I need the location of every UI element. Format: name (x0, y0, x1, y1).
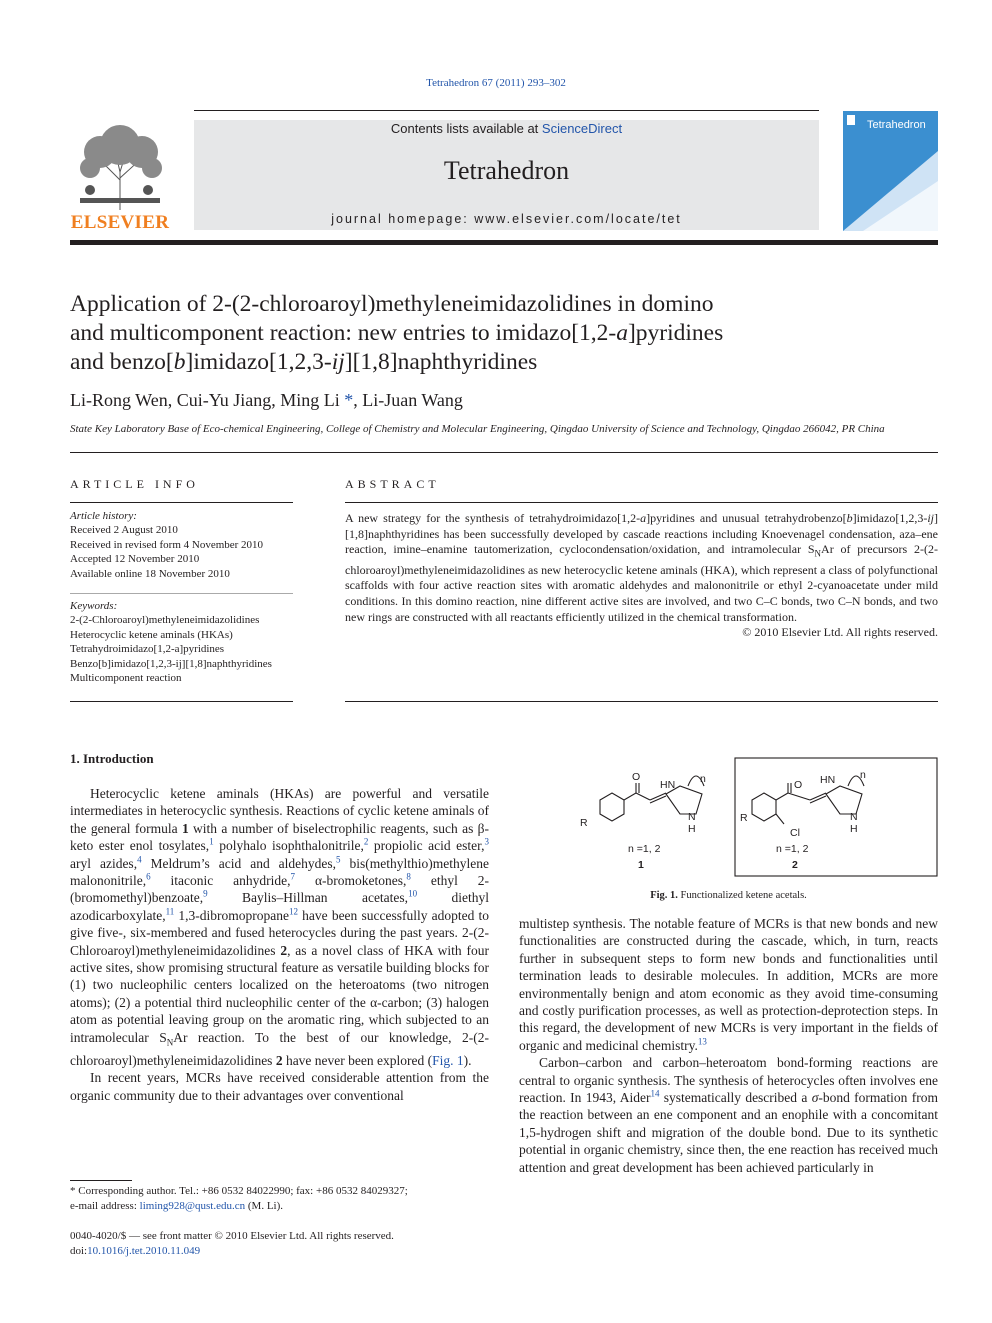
h-label-1: H (688, 823, 696, 835)
article-info-bottom-rule (70, 701, 293, 702)
benzene-ring-1 (600, 793, 624, 821)
right-paragraph-2: Carbon–carbon and carbon–heteroatom bond-forming reactions are central to organic synthesis. The synthesis of heterocycles often involves ene reaction. In 1943, Aider$^{14}$ systematically described a σ-bond formation from the reaction between an ene component and an enophile with a concomitant 1,5-hydrogen shift and migration of the double bond. Due to its synthetic potential in organic chemistry, since then, the ene reaction has received much attention and great development has been achieved particularly in (519, 1055, 938, 1175)
front-matter: 0040-4020/$ — see front matter © 2010 Elsevier Ltd. All rights reserved. doi:10.1016/j.tet.2010.11.049 (70, 1230, 394, 1257)
r-label-1: R (580, 817, 588, 829)
header-rule (194, 110, 819, 111)
figure-1-caption: Fig. 1. Functionalized ketene acetals. (650, 890, 807, 901)
nh-label-1: HN (660, 779, 676, 791)
n-values-1: n =1, 2 (628, 843, 661, 855)
n-values-2: n =1, 2 (776, 843, 809, 855)
benzene-ring-2 (752, 793, 776, 821)
abstract-rule (345, 502, 938, 503)
article-info-heading: ARTICLE INFO (70, 477, 199, 491)
affiliation: State Key Laboratory Base of Eco-chemical Engineering, College of Chemistry and Molecular Engineering, Qingdao University of Science and Technology, Qingdao 266042, PR China (70, 423, 885, 435)
author-list: Li-Rong Wen, Cui-Yu Jiang, Ming Li *, Li-Juan Wang (70, 390, 463, 410)
email-link[interactable]: liming928@qust.edu.cn (139, 1199, 246, 1212)
abstract-body: A new strategy for the synthesis of tetrahydroimidazo[1,2-a]pyridines and unusual tetrahydrobenzo[b]imidazo[1,2,3-ij][1,8]naphthyridines has been successfully developed by cascade reactions including Knoevenagel condensation, aza–ene reaction, imine–enamine tautomerization, cyclocondensation/oxidation, and intramolecular $S_NAr$ of precursors 2-(2-chloroaroyl)methyleneimidazolidines as new heterocyclic ketene aminals (HKA), which represent a class of polyfunctional scaffolds with four active reaction sites with aromatic aldehydes and malononitrile or ethyl 2-cyanoacetate under mild conditions. In this domino reaction, nine different active sites are involved, and two C–C bonds, two C–N bonds, and two new rings are constructed with all reactants efficiently utilized in the chemical transformation. © 2010 Elsevier Ltd. All rights reserved. (345, 511, 938, 640)
compound-number-1: 1 (638, 859, 644, 871)
journal-title: Tetrahedron (443, 156, 570, 185)
imidazolidine-ring-2 (826, 786, 862, 814)
corresponding-author-mark[interactable]: * (339, 390, 354, 410)
abstract-bottom-rule (345, 701, 938, 702)
journal-citation[interactable]: Tetrahedron 67 (2011) 293–302 (426, 77, 566, 89)
section-heading-introduction: 1. Introduction (70, 751, 154, 766)
intro-right-column (519, 915, 938, 1176)
keywords-list: Keywords: 2-(2-Chloroaroyl)methyleneimidazolidines Heterocyclic ketene aminals (HKAs) Tetrahydroimidazo[1,2-a]pyridines Benzo[b]imidazo[1,2,3-ij][1,8]naphthyridines Multicomponent reaction (70, 600, 272, 685)
h-label-2: H (850, 823, 858, 835)
copyright-line: © 2010 Elsevier Ltd. All rights reserved. (742, 625, 938, 640)
intro-paragraph-2: In recent years, MCRs have received considerable attention from the organic community due to their advantages over conventional (70, 1070, 489, 1103)
oxygen-label-1: O (632, 771, 641, 783)
right-paragraph-1: multistep synthesis. The notable feature of MCRs is that new bonds and new functionalities are constructed during the cascade, which, in turn, reacts further in subsequent steps to form new bonds and functionalities until termination leads to desirable molecules. In addition, MCRs are more environmentally benign and atom economic as they avoid time-consuming and costly purification processes, as well as protection-deprotection steps. In this regard, the development of new MCRs is very important in the fields of organic and medicinal chemistry.$^{13}$ (519, 916, 938, 1053)
header-thick-rule (70, 240, 938, 245)
ring-size-label-1: n (700, 773, 706, 785)
article-title: Application of 2-(2-chloroaroyl)methyleneimidazolidines in domino and multicomponent reaction: new entries to imidazo[1,2-a]pyridines and benzo[b]imidazo[1,2,3-ij][1,8]naphthyridines (70, 291, 724, 375)
intro-paragraph-1: Heterocyclic ketene aminals (HKAs) are powerful and versatile intermediates in heterocyclic synthesis. Reactions of cyclic ketene aminals of the general formula 1 with a number of biselectrophilic reagents, such as β-keto ester enol tosylates,$^1$ polyhalo isophthalonitrile,$^2$ propiolic acid ester,$^3$ aryl azides,$^4$ Meldrum’s acid and aldehydes,$^5$ bis(methylthio)methylene malononitrile,$^6$ itaconic anhydride,$^7$ α-bromoketones,$^8$ ethyl 2-(bromomethyl)benzoate,$^9$ Baylis–Hillman acetates,$^{10}$ diethyl azodicarboxylate,$^{11}$ 1,3-dibromopropane$^{12}$ have been successfully adopted to give five-, six-membered and fused heterocycles during the past years. 2-(2-Chloroaroyl)methyleneimidazolidines 2, as a novel class of HKA with four active sites, show promising structural feature as versatile building blocks for (1) two nucleophilic centers localized on the heteroatoms (two nitrogen atoms); (2) a potential third nucleophilic center of the α-carbon; (3) halogen atom as potential leaving group on the aromatic ring, which subjected to an intramolecular $S_NAr$ reaction. To the best of our knowledge, 2-(2-chloroaroyl)methyleneimidazolidines 2 have never been explored (Fig. 1). (70, 786, 490, 1068)
article-history: Article history: Received 2 August 2010 Received in revised form 4 November 2010 Accepted 12 November 2010 Available online 18 November 2010 (70, 510, 264, 580)
journal-homepage[interactable]: journal homepage: www.elsevier.com/locate/tet (331, 212, 682, 226)
sciencedirect-link[interactable]: ScienceDirect (541, 121, 623, 136)
chlorine-label: Cl (790, 827, 800, 839)
intro-left-column (70, 785, 489, 1104)
publisher-wordmark: ELSEVIER (70, 212, 170, 233)
figure-1-link[interactable]: Fig. 1 (432, 1052, 464, 1068)
journal-cover (843, 111, 938, 231)
abstract-heading: ABSTRACT (345, 477, 440, 491)
keywords-rule (70, 593, 293, 594)
n-label-2: N (850, 811, 858, 823)
footnote-rule (70, 1180, 132, 1181)
doi-link[interactable]: 10.1016/j.tet.2010.11.049 (87, 1244, 201, 1257)
compound-number-2: 2 (792, 859, 798, 871)
corresponding-footnote: * Corresponding author. Tel.: +86 0532 84022990; fax: +86 0532 84029327; e-mail address: liming928@qust.edu.cn (M. Li). (70, 1185, 408, 1212)
r-label-2: R (740, 812, 748, 824)
article-info-rule (70, 502, 293, 503)
info-top-rule (70, 452, 938, 453)
contents-line: Contents lists available at ScienceDirect (390, 121, 623, 136)
oxygen-label-2: O (794, 779, 803, 791)
figure-1 (570, 756, 940, 882)
cover-title: Tetrahedron (867, 119, 926, 131)
nh-label-2: HN (820, 774, 836, 786)
n-label-1: N (688, 811, 696, 823)
ring-size-label-2: n (860, 769, 866, 781)
